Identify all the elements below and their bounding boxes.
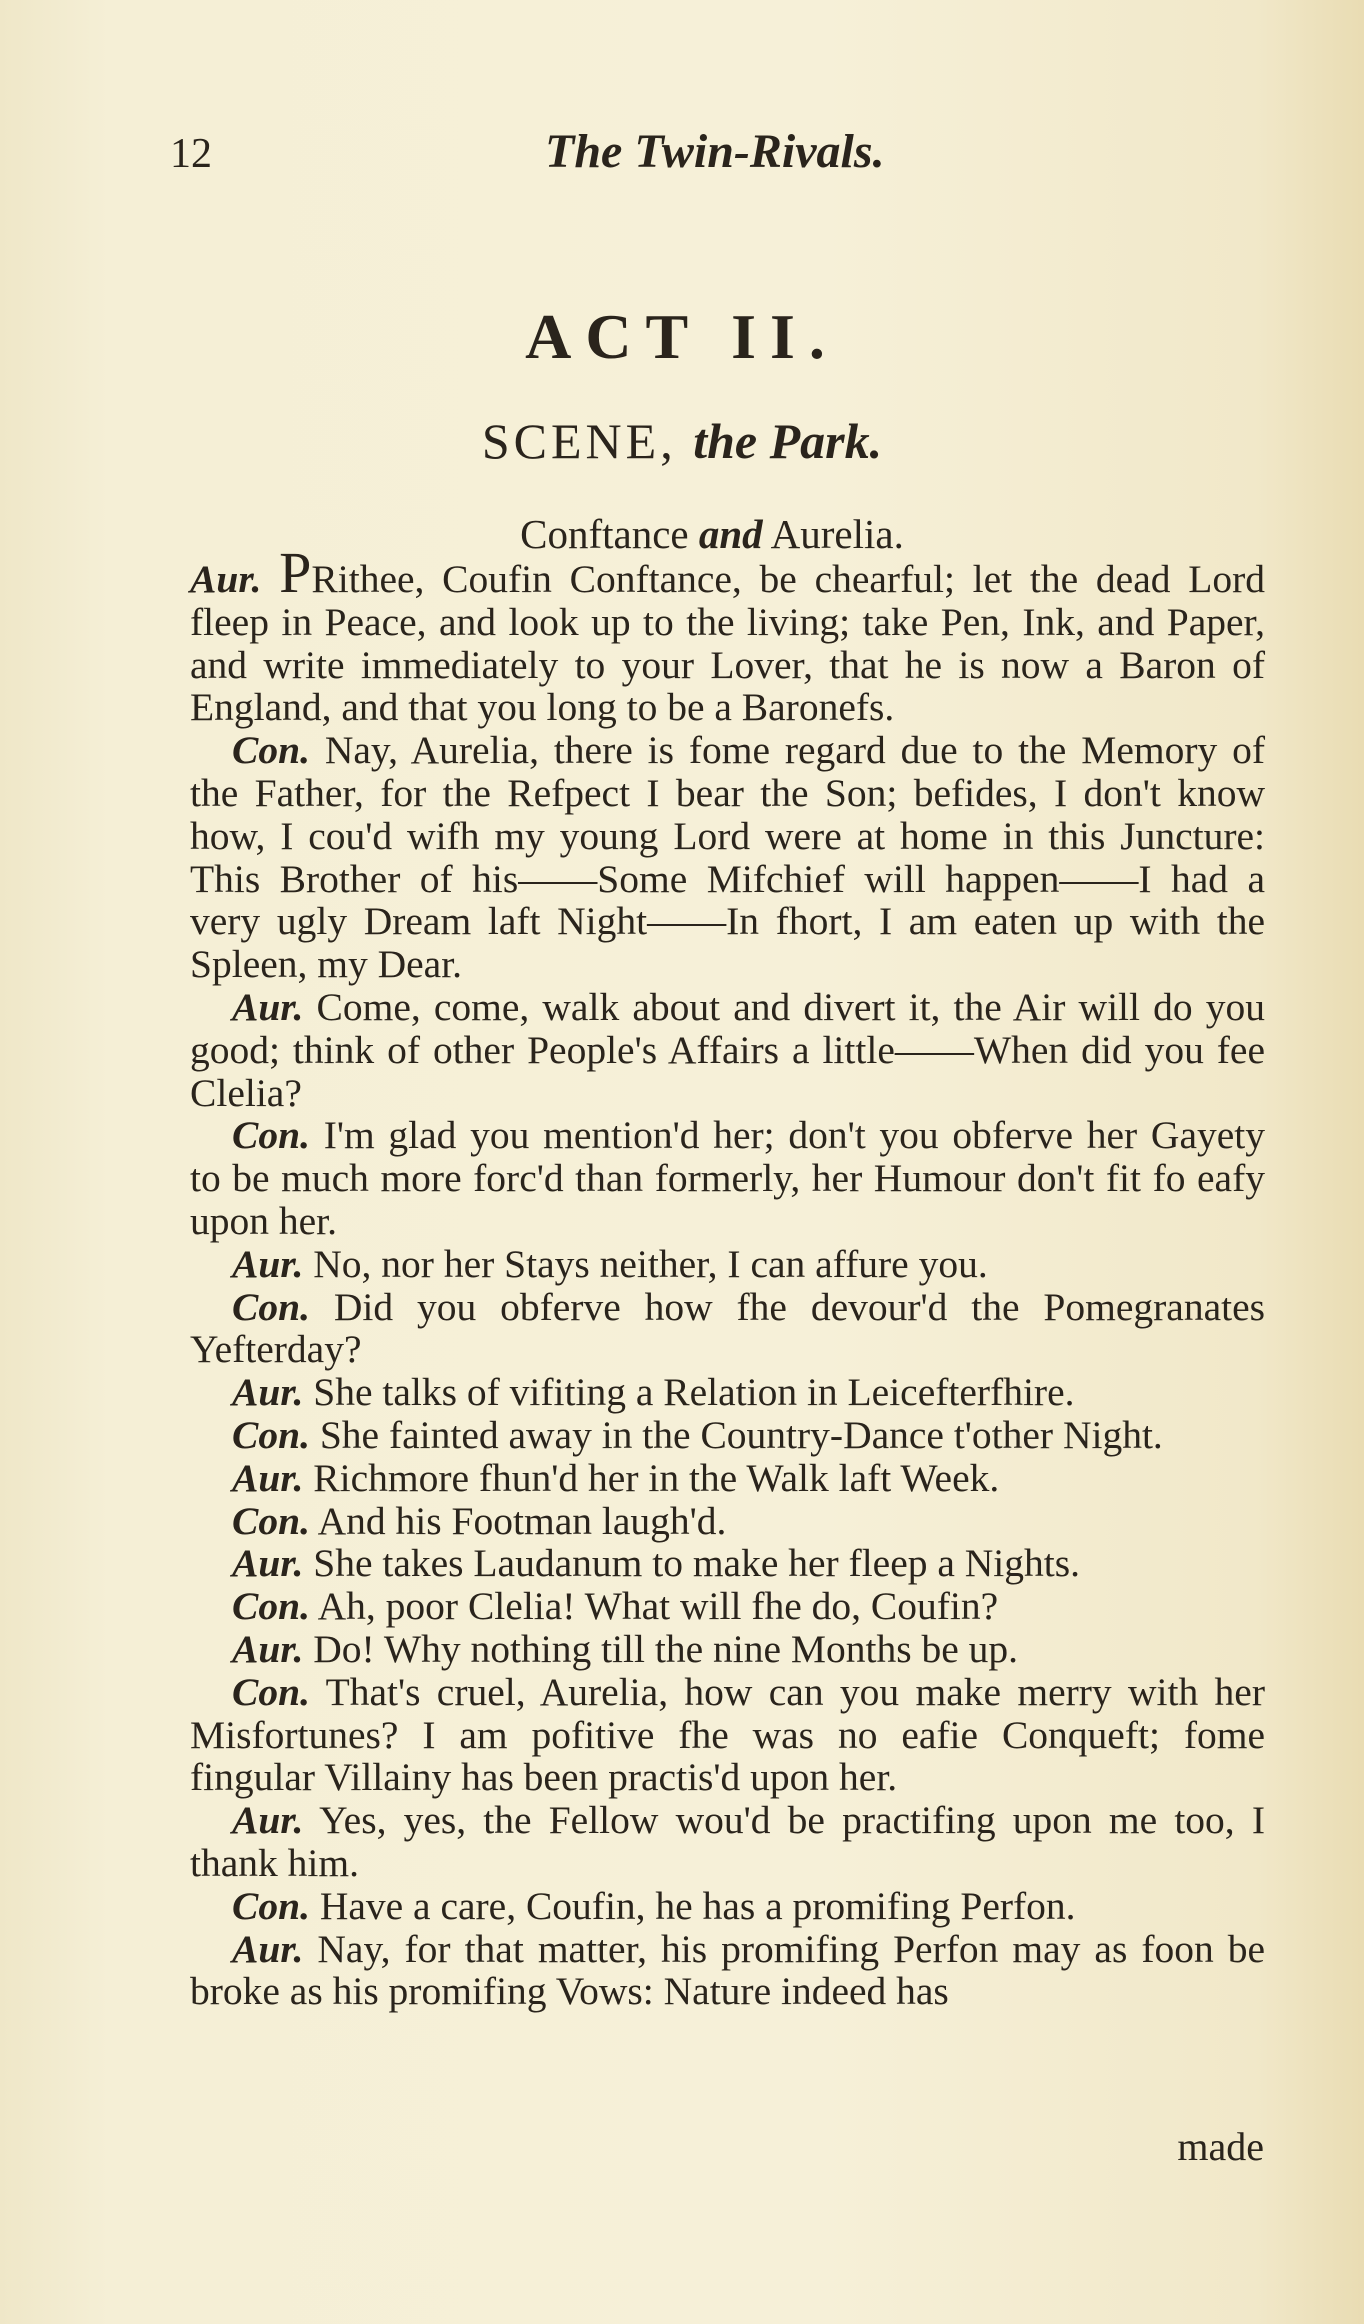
running-title: The Twin-Rivals. [545,125,885,178]
speaker-label: Aur. [232,1798,304,1843]
speech-text: Rithee, Coufin Conftance, be chearful; let the dead Lord fleep in Peace, and look up to the living; take Pen, Ink, and Paper, and write immediately to your Lover, that he is now a Baron of England, and that you long to be a Baronefs. [190,557,1265,730]
catchword: made [1177,2124,1264,2169]
speaker-label: Aur. [232,1926,304,1971]
character-list [0,510,1364,558]
speech-paragraph [190,1457,1265,1500]
speech-text: Nay, for that matter, his promifing Perfon may as foon be broke as his promifing Vows: Nature indeed has [190,1926,1266,2014]
speech-paragraph [190,1628,1265,1671]
speaker-label: Con. [232,1113,310,1158]
speaker-label: Con. [232,1669,310,1714]
scene-label: SCENE, [481,413,677,469]
speaker-label: Aur. [232,1241,304,1286]
speech-text: Yes, yes, the Fellow wou'd be practifing upon me too, I thank him. [190,1798,1265,1885]
scene-place: the Park. [693,413,883,469]
speaker-label: Con. [232,1284,310,1329]
speech-paragraph [190,1286,1265,1372]
speech-text: I'm glad you mention'd her; don't you obferve her Gayety to be much more forc'd than formerly, her Humour don't fit fo eafy upon her. [190,1113,1265,1243]
character-constance: Conftance [520,511,689,557]
speaker-label: Con. [232,1584,310,1629]
speech-paragraph [190,1671,1265,1799]
speaker-label: Con. [232,728,310,773]
speaker-label: Aur. [232,1370,304,1415]
speech-text: Ah, poor Clelia! What will fhe do, Coufin? [317,1584,999,1629]
page-number: 12 [170,131,212,177]
speech-paragraph [190,1243,1265,1286]
speaker-label: Aur. [232,1541,304,1586]
speaker-label: Con. [232,1883,310,1928]
speech-text: Richmore fhun'd her in the Walk laft Week. [313,1455,1000,1500]
character-aurelia: Aurelia. [770,511,904,557]
speech-paragraph [190,1371,1265,1414]
speech-text: That's cruel, Aurelia, how can you make merry with her Misfortunes? I am pofitive fhe was no eafie Conqueft; fome fingular Villainy has been practis'd upon her. [190,1669,1265,1800]
speech-paragraph [190,1885,1265,1928]
speech-text: Come, come, walk about and divert it, the Air will do you good; think of other People's Affairs a little——When did you fee Clelia? [190,984,1265,1115]
speaker-label: Aur. [232,1455,304,1500]
speech-paragraph [190,1799,1265,1885]
speech-text: She talks of vifiting a Relation in Leicefterfhire. [313,1370,1075,1415]
speech-text: And his Footman laugh'd. [317,1498,727,1543]
speaker-label: Aur. [232,984,304,1029]
speech-paragraph [190,1928,1265,2014]
speaker-label: Aur. [232,1626,304,1671]
speech-text: Nay, Aurelia, there is fome regard due to the Memory of the Father, for the Refpect I bear the Son; befides, I don't know how, I cou'd wifh my young Lord were at home in this Juncture: This Brother of his——Some Mifchief will happen——I had a very ugly Dream laft Night——In fhort, I am eaten up with the Spleen, my Dear. [190,728,1266,987]
speech-paragraph [190,1114,1265,1242]
speech-text: Do! Why nothing till the nine Months be up. [313,1626,1018,1671]
speech-text: She takes Laudanum to make her fleep a Nights. [313,1541,1080,1586]
speech-paragraph [190,729,1265,986]
speech-text: Did you obferve how fhe devour'd the Pomegranates Yefterday? [190,1284,1265,1372]
speech-text: She fainted away in the Country-Dance t'other Night. [319,1412,1163,1457]
speech-paragraph [190,1542,1265,1585]
speech-text: Have a care, Coufin, he has a promifing Perfon. [319,1883,1076,1928]
act-title: ACT II. [525,301,839,372]
dialogue-body [190,540,1266,2014]
character-joiner: and [698,511,763,557]
speech-paragraph [190,1414,1265,1457]
scene-heading [0,412,1364,470]
drop-cap: P [279,540,312,605]
speaker-label: Con. [232,1498,310,1543]
page-header [170,125,1170,210]
speech-paragraph [190,1500,1265,1543]
speaker-label: Aur. [190,557,262,601]
speech-paragraph [190,986,1265,1114]
speaker-label: Con. [232,1412,310,1457]
speech-paragraph [190,540,1265,730]
speech-paragraph [190,1585,1265,1628]
speech-text: No, nor her Stays neither, I can affure you. [313,1241,988,1286]
